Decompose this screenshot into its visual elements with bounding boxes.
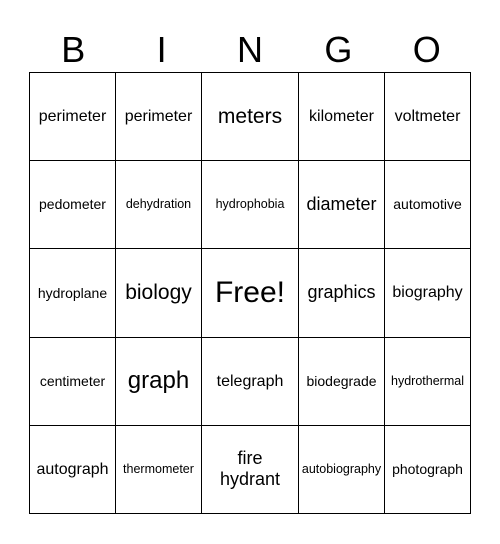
bingo-cell[interactable]: hydrothermal	[385, 338, 471, 426]
free-space-cell[interactable]: Free!	[202, 249, 299, 337]
bingo-cell[interactable]: meters	[202, 73, 299, 161]
bingo-cell[interactable]: biography	[385, 249, 471, 337]
bingo-cell[interactable]: centimeter	[30, 338, 116, 426]
bingo-header	[29, 28, 471, 72]
header-letter-o: O	[412, 29, 441, 70]
bingo-cell[interactable]: thermometer	[116, 426, 202, 514]
bingo-cell[interactable]: graphics	[299, 249, 385, 337]
bingo-cell[interactable]: diameter	[299, 161, 385, 249]
header-letter-i: I	[156, 29, 167, 70]
bingo-cell[interactable]: hydrophobia	[202, 161, 299, 249]
header-letter-n: N	[236, 29, 263, 70]
bingo-cell[interactable]: graph	[116, 338, 202, 426]
bingo-cell[interactable]: voltmeter	[385, 73, 471, 161]
bingo-card-grid	[29, 72, 471, 514]
bingo-cell[interactable]: kilometer	[299, 73, 385, 161]
bingo-cell[interactable]: pedometer	[30, 161, 116, 249]
bingo-cell[interactable]: automotive	[385, 161, 471, 249]
bingo-cell[interactable]: fire hydrant	[202, 426, 299, 514]
bingo-cell[interactable]: photograph	[385, 426, 471, 514]
header-letter-b: B	[61, 29, 86, 70]
bingo-cell[interactable]: autograph	[30, 426, 116, 514]
bingo-cell[interactable]: dehydration	[116, 161, 202, 249]
bingo-cell[interactable]: autobiography	[299, 426, 385, 514]
bingo-cell[interactable]: biodegrade	[299, 338, 385, 426]
bingo-cell[interactable]: telegraph	[202, 338, 299, 426]
bingo-cell[interactable]: biology	[116, 249, 202, 337]
bingo-cell[interactable]: perimeter	[116, 73, 202, 161]
bingo-cell[interactable]: hydroplane	[30, 249, 116, 337]
header-letter-g: G	[324, 29, 353, 70]
bingo-cell[interactable]: perimeter	[30, 73, 116, 161]
